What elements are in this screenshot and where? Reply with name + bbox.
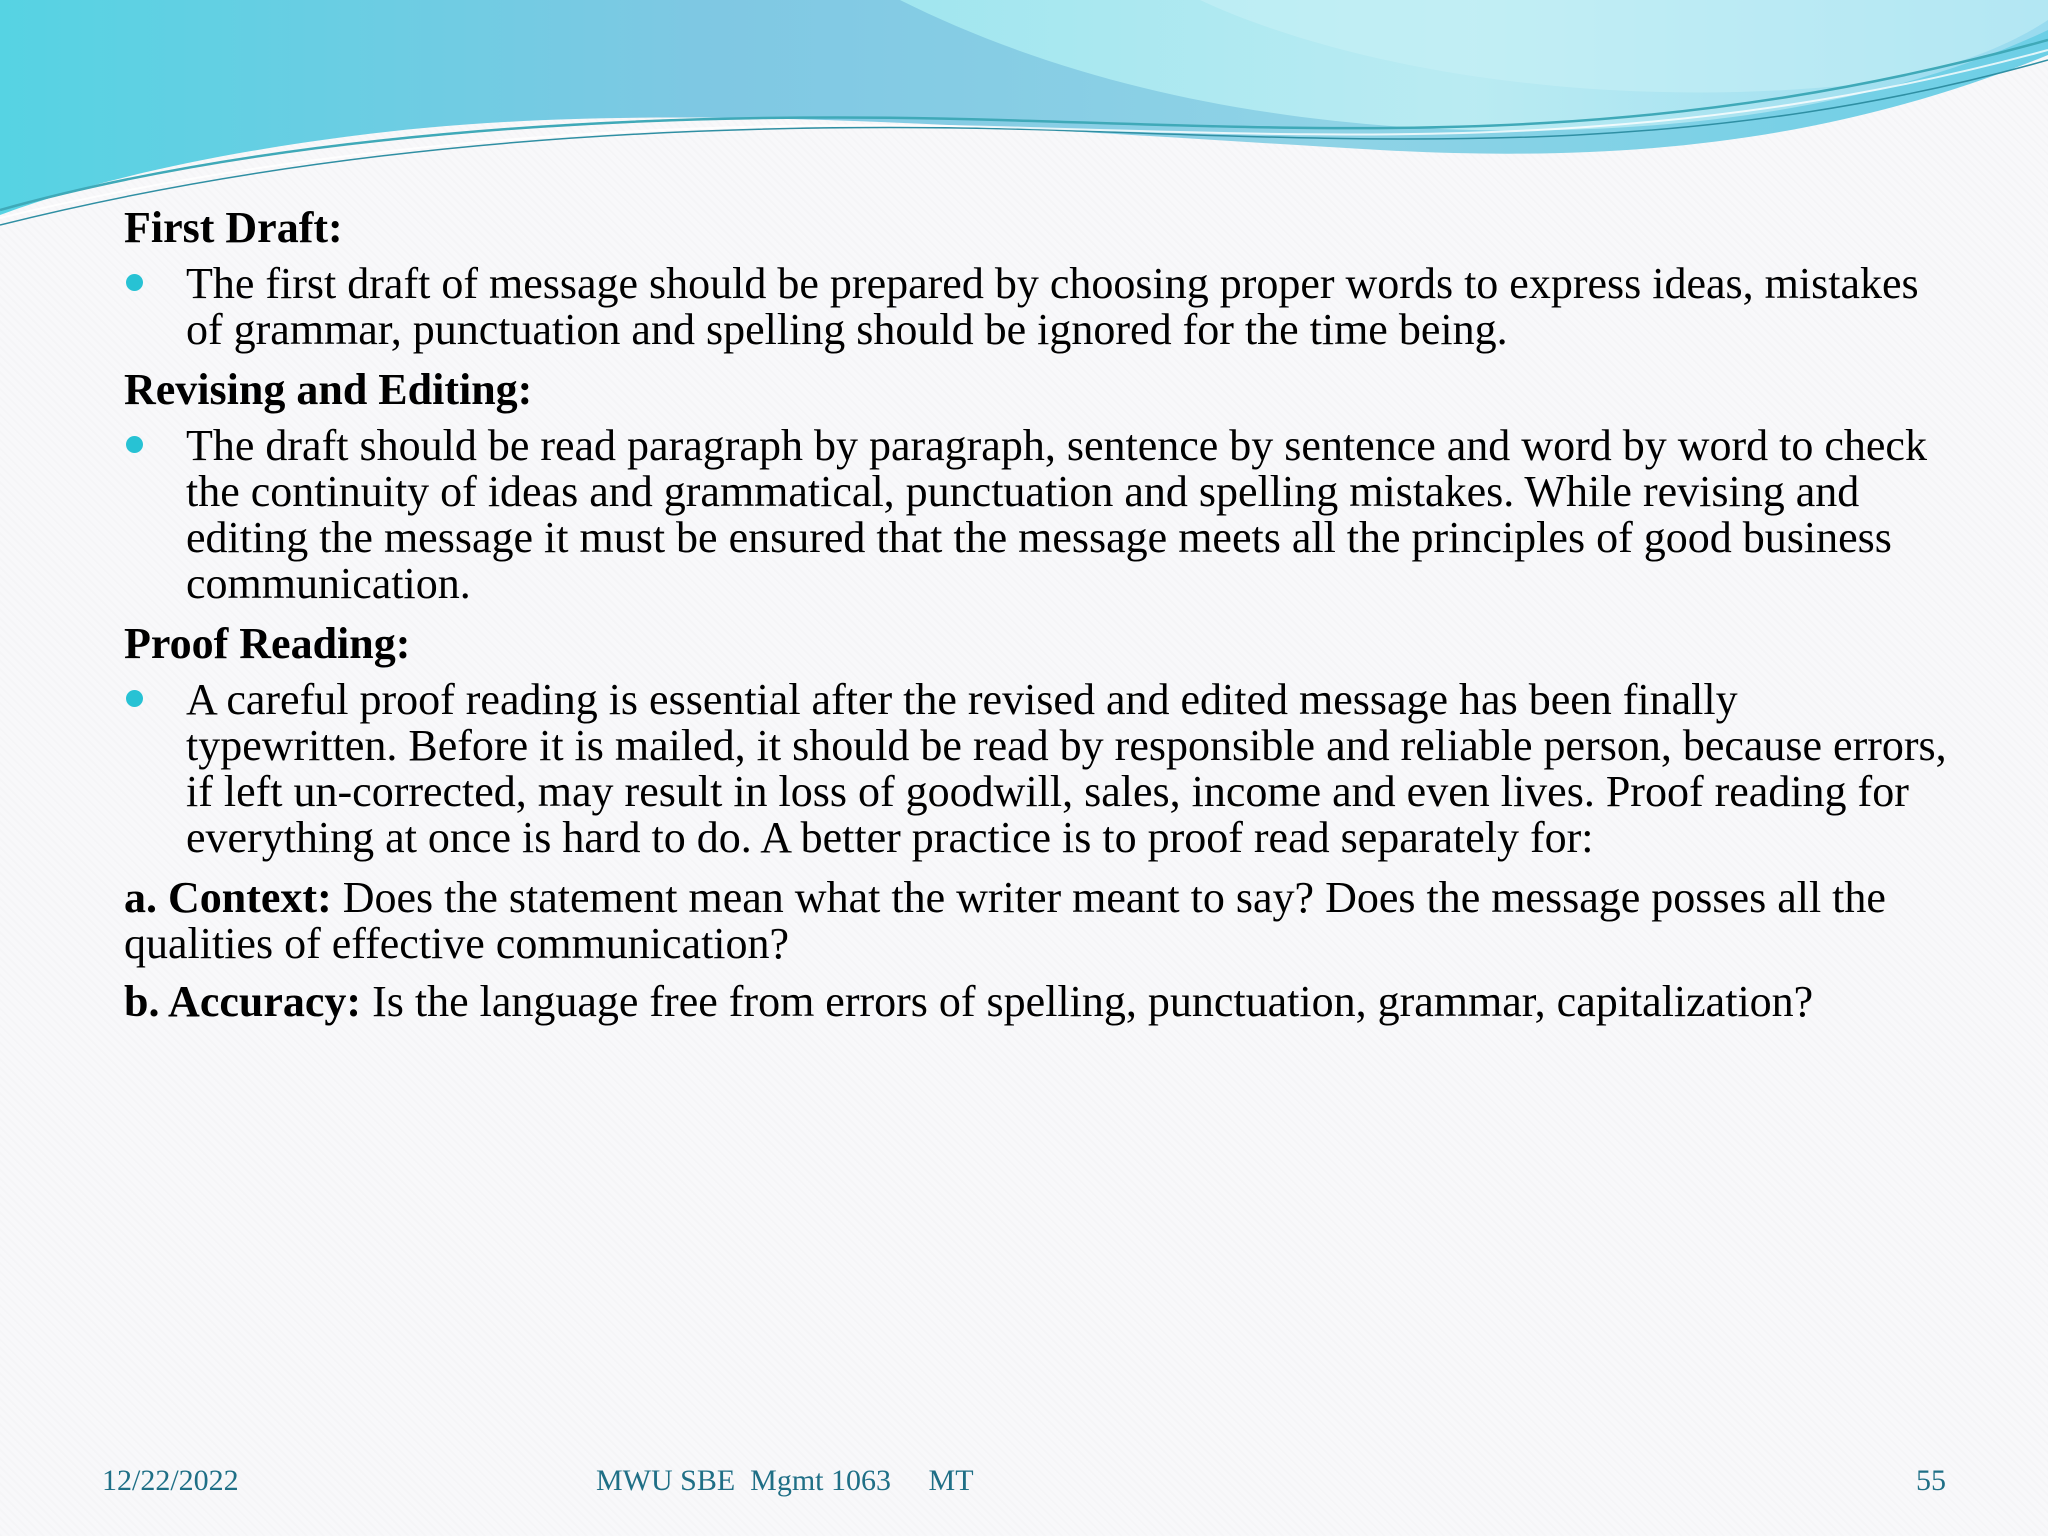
bullet-dot-icon bbox=[126, 436, 143, 453]
bullet-text: A careful proof reading is essential after the revised and edited message has been finally typewritten. Before it is mailed, it should be read by responsible and reliable person, because errors, if left un-corrected, may result in loss of goodwill, sales, income and even lives. Proof reading for everything at once is hard to do. A better practice is to proof read separately for: bbox=[186, 675, 1947, 862]
bullet-first-draft bbox=[124, 261, 1954, 353]
sub-item-label: b. Accuracy: bbox=[124, 977, 362, 1026]
footer-date: 12/22/2022 bbox=[102, 1464, 239, 1497]
bullet-proof-reading bbox=[124, 677, 1954, 861]
sub-item-text: Is the language free from errors of spelling, punctuation, grammar, capitalization? bbox=[361, 977, 1814, 1026]
bullet-dot-icon bbox=[126, 690, 143, 707]
sub-item-context bbox=[124, 875, 1954, 967]
bullet-revising-editing bbox=[124, 423, 1954, 607]
section-heading-proof-reading: Proof Reading: bbox=[124, 619, 411, 668]
sub-item-accuracy bbox=[124, 979, 1954, 1025]
bullet-dot-icon bbox=[126, 274, 143, 291]
sub-item-text: Does the statement mean what the writer meant to say? Does the message posses all the qualities of effective communication? bbox=[124, 873, 1886, 968]
footer-page-number: 55 bbox=[1916, 1464, 1946, 1497]
sub-item-label: a. Context: bbox=[124, 873, 332, 922]
section-heading-revising-editing: Revising and Editing: bbox=[124, 365, 533, 414]
bullet-text: The first draft of message should be prepared by choosing proper words to express ideas, mistakes of grammar, punctuation and spelling should be ignored for the time being. bbox=[186, 259, 1919, 354]
section-heading-first-draft: First Draft: bbox=[124, 203, 343, 252]
slide-body bbox=[124, 205, 1954, 1037]
footer-course: MWU SBE Mgmt 1063 MT bbox=[596, 1464, 974, 1497]
bullet-text: The draft should be read paragraph by paragraph, sentence by sentence and word by word to check the continuity of ideas and grammatical, punctuation and spelling mistakes. While revising and editing the message it must be ensured that the message meets all the principles of good business communication. bbox=[186, 421, 1927, 608]
